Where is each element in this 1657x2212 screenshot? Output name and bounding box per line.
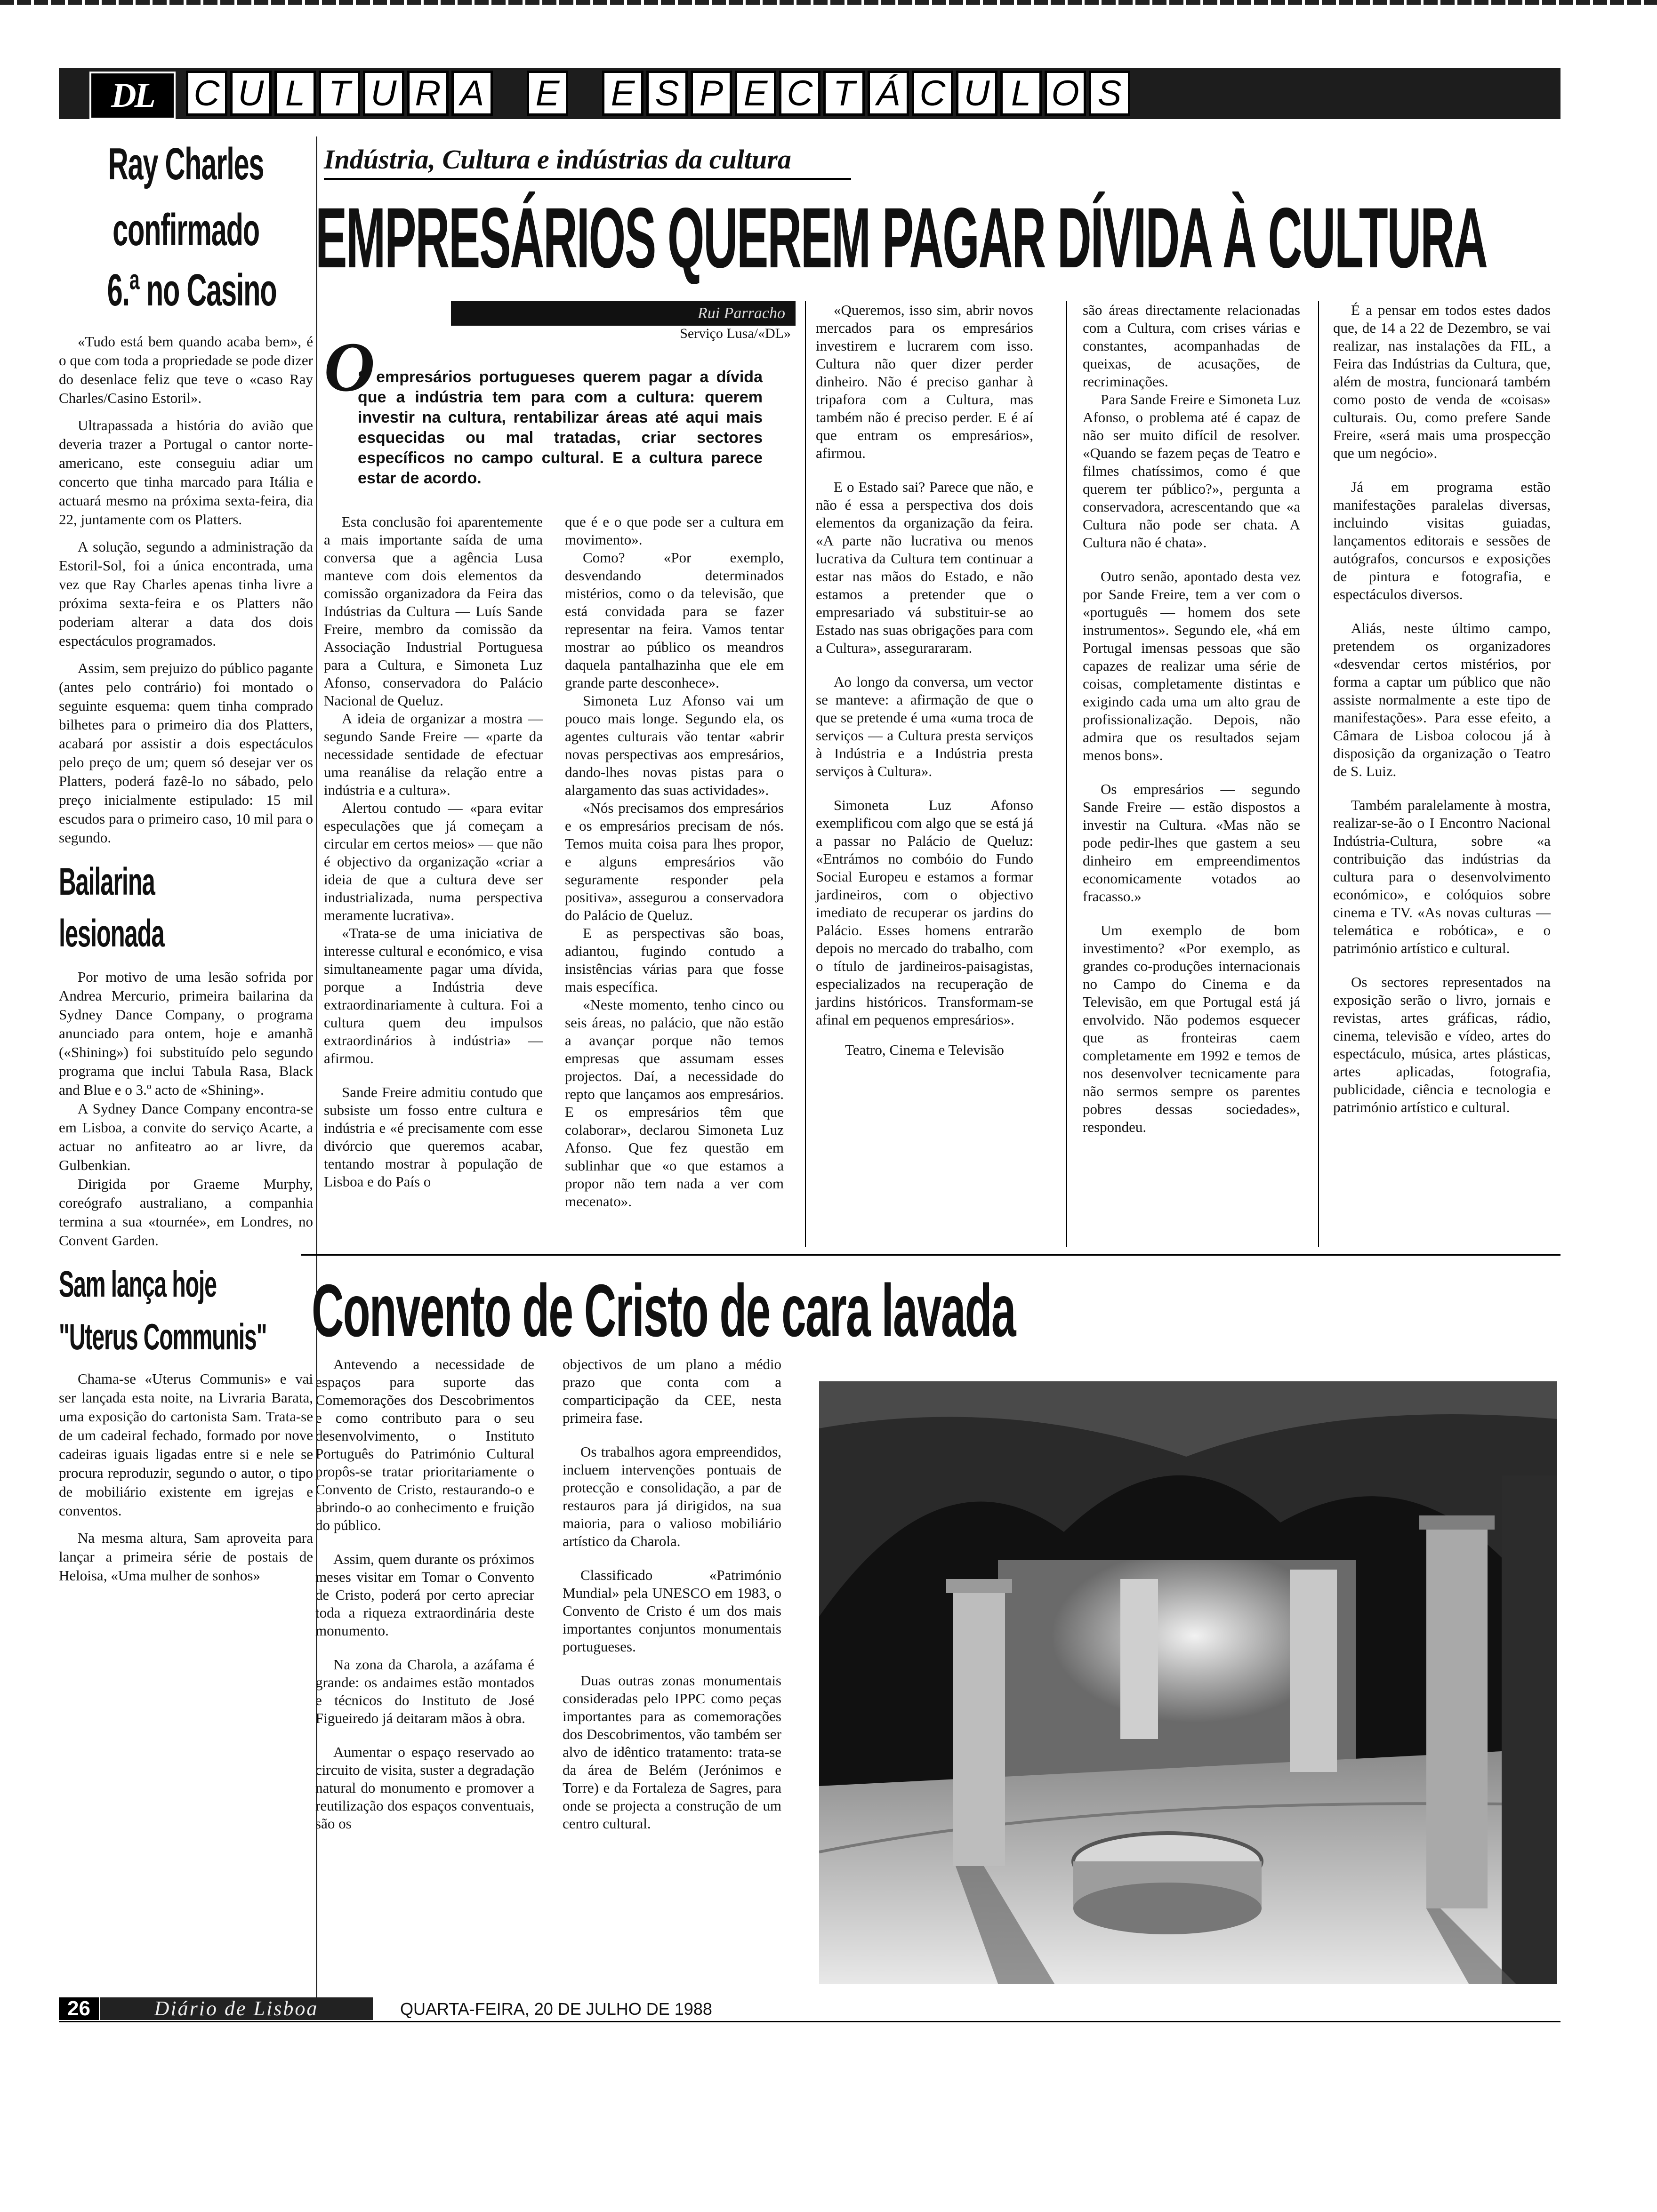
paragraph: A ideia de organizar a mostra — segundo Sande Freire — «parte da necessidade sentidade de efectuar uma reanálise da relação entre a indústria e a cultura». (324, 710, 543, 798)
paragraph: E o Estado sai? Parece que não, e não é essa a perspectiva dos dois elementos da organização da feira. «A parte não lucrativa ou menos lucrativa da Cultura tem continuar a estar nas mãos do Estado, e não estamos a pretender que o empresariado vá substituir-se ao Estado nas suas obrigações para com a Cultura», assegurararam. (816, 479, 1033, 656)
paragraph: objectivos de um plano a médio prazo que conta com a comparticipação da CEE, nesta primeira fase. (563, 1356, 781, 1426)
headline-line: 6.ª no Casino (107, 265, 277, 315)
paragraph: «Queremos, isso sim, abrir novos mercados para os empresários investirem e lucrarem com isso. Cultura não quer dizer perder dinheiro. Não é preciso ganhar à tripafora com a Cultura, mas também não é preciso perder. E é aí que entram os empresários», afirmou. (816, 302, 1033, 461)
top-rule (0, 0, 1657, 5)
section-gap (571, 71, 599, 118)
section-title (186, 71, 1130, 118)
paragraph: «Nós precisamos dos empresários e os empresários precisam de nós. Temos muita coisa para lhes propor, e alguns empresários vão seguramente responder pela positiva», assegurou a conservadora do Palácio de Queluz. (565, 800, 784, 923)
section-letter: C (779, 71, 820, 116)
section-letter: C (912, 71, 953, 116)
footer-rule (59, 2021, 1560, 2022)
paragraph: Chama-se «Uterus Communis» e vai ser lançada esta noite, na Livraria Barata, uma exposição do cartonista Sam. Trata-se de um cadeiral fechado, formado por nove cadeiras iguais ligadas entre si e nele se procura reproduzir, segundo o autor, o tipo de mobiliário existente em igrejas e conventos. (59, 1370, 313, 1519)
page-number: 26 (59, 1997, 99, 2020)
paragraph: Esta conclusão foi aparentemente a mais importante saída de uma conversa que a agência Lusa manteve com dois elementos da comissão organizadora da Feira das Indústrias da Cultura — Luís Sande Freire, membro da comissão da Associação Industrial Portuguesa para a Cultura, e Simoneta Luz Afonso, conservadora do Palácio Nacional de Queluz. (324, 513, 543, 709)
article-kicker: Indústria, Cultura e indústrias da cultura (324, 144, 851, 180)
bailarina-headline (59, 859, 313, 956)
headline-line: "Uterus Communis" (59, 1316, 267, 1357)
paragraph: Simoneta Luz Afonso vai um pouco mais longe. Segundo ela, os agentes culturais vão tentar «abrir novas perspectivas aos empresários, dando-lhes novas pistas para o alargamento das suas actividades». (565, 692, 784, 798)
section-letter: S (1089, 71, 1130, 116)
column-divider (805, 301, 806, 1247)
article-column-4 (1083, 301, 1300, 1136)
section-letter: S (646, 71, 688, 116)
paragraph: Aumentar o espaço reservado ao circuito de visita, suster a degradação natural do monumento e promover a reutilização dos espaços conventuais, são os (315, 1744, 534, 1832)
byline-author: Rui Parracho (451, 301, 796, 326)
article-separator (301, 1254, 1560, 1256)
section-letter: T (319, 71, 360, 116)
paragraph: Já em programa estão manifestações paralelas diversas, incluindo visitas guiadas, lançamentos editorais e sessões de autógrafos, concursos e exposições de pintura e fotografia, e espectáculos diversos. (1333, 479, 1551, 602)
paragraph: Também paralelamente à mostra, realizar-se-ão o I Encontro Nacional Indústria-Cultura, sobre «a contribuição das indústrias da cultura para o desenvolvimento económico», e colóquios sobre cinema e TV. «As novas culturas — telemática e robótica», e o património artístico e cultural. (1333, 797, 1551, 956)
section-letter: P (691, 71, 732, 116)
article-headline: EMPRESÁRIOS QUEREM PAGAR DÍVIDA À CULTURA (315, 190, 1487, 286)
sam-headline (59, 1262, 313, 1358)
section-letter: T (823, 71, 865, 116)
dl-logo: DL (89, 72, 176, 120)
paragraph: É a pensar em todos estes dados que, de 14 a 22 de Dezembro, se vai realizar, nas instalações da FIL, a Feira das Indústrias da Cultura, que, além de mostra, funcionará também como posto de venda de «coisas» culturais. Ou, como prefere Sande Freire, «será mais uma prospecção que um negócio». (1333, 302, 1551, 461)
paragraph: Um exemplo de bom investimento? «Por exemplo, as grandes co-produções internacionais no Campo do Cinema e da Televisão, em que Portugal está já envolvido. Não podemos esquecer que as fronteiras caem completamente em 1992 e temos de nos desenvolver tecnicamente para não sermos sempre os parentes pobres dessas sociedades», respondeu. (1083, 922, 1300, 1135)
paragraph: que é e o que pode ser a cultura em movimento». (565, 513, 784, 548)
convento-headline: Convento de Cristo de cara lavada (312, 1269, 1015, 1352)
paragraph: Na mesma altura, Sam aproveita para lançar a primeira série de postais de Heloisa, «Uma mulher de sonhos» (59, 1530, 313, 1584)
paragraph: «Neste momento, tenho cinco ou seis áreas, no palácio, que não estão a avançar porque não temos empresas que assumam esses projectos. Daí, a necessidade do repto que lançamos aos empresários. E os empresários têm que colaborar», declarou Simoneta Luz Afonso. Que fez questão em sublinhar que «o que estamos a propor não tem nada a ver com mecenato». (565, 996, 784, 1210)
paragraph: Assim, quem durante os próximos meses visitar em Tomar o Convento de Cristo, poderá por certo apreciar toda a riqueza extraordinária deste monumento. (315, 1551, 534, 1639)
article-column-1 (324, 513, 543, 1191)
section-letter: R (407, 71, 449, 116)
paragraph: «Trata-se de uma iniciativa de interesse cultural e económico, e visa simultaneamente pagar uma dívida, porque a Indústria deve extraordinariamente à cultura. Foi a cultura quem deu impulsos extraordinários à indústria» — afirmou. (324, 925, 543, 1066)
paragraph: Dirigida por Graeme Murphy, coreógrafo australiano, a companhia termina a sua «tournée», em Londres, no Convent Garden. (59, 1176, 313, 1249)
section-letter: E (602, 71, 643, 116)
headline-line: lesionada (59, 912, 164, 955)
paragraph: Alertou contudo — «para evitar especulações que já começam a circular em certos meios» — que não é objectivo da organização «criar a ideia de que a cultura deve ser industrializada, numa perspectiva meramente lucrativa». (324, 800, 543, 923)
drop-cap: O (324, 328, 375, 406)
section-letter: A (451, 71, 493, 116)
paragraph: Ultrapassada a história do avião que deveria trazer a Portugal o cantor norte-americano, este conseguiu adiar um concerto que tinha marcado para Itália e actuará mesmo na próxima sexta-feira, dia 22, juntamente com os Platters. (59, 417, 313, 528)
paragraph: A Sydney Dance Company encontra-se em Lisboa, a convite do serviço Acarte, a actuar no anfiteatro ao ar livre, da Gulbenkian. (59, 1100, 313, 1173)
article-column-3 (816, 301, 1033, 1059)
section-letter: O (1045, 71, 1086, 116)
article-lead: S empresários portugueses querem pagar a dívida que a indústria tem para com a cultura: querem investir na cultura, rentabilizar áreas até aqui mais esquecidas ou mal tratadas, criar sectores específicos no campo cultural. E a cultura parece estar de acordo. (358, 368, 763, 487)
convento-column-2 (563, 1355, 781, 1833)
paragraph: Os empresários — segundo Sande Freire — estão dispostos a investir na Cultura. «Mas não se pode pedir-lhes que gastem a seu dinheiro em empreendimentos economicamente votados ao fracasso.» (1083, 781, 1300, 905)
cloister-illustration (819, 1381, 1557, 1984)
paragraph: «Tudo está bem quando acaba bem», é o que com toda a propriedade se pode dizer do desenlace feliz que teve o «caso Ray Charles/Casino Estoril». (59, 333, 313, 406)
paragraph: Os trabalhos agora empreendidos, incluem intervenções pontuais de protecção e consolidação, a par de restauros para já dirigidos, na sua maioria, para o valioso mobiliário artístico da Charola. (563, 1443, 781, 1549)
paragraph: A solução, segundo a administração da Estoril-Sol, foi a única encontrada, uma vez que Ray Charles apenas tinha livre a próxima sexta-feira e os Platters não poderiam alterar a data dos dois espectáculos programados. (59, 538, 313, 649)
column-subhead: Teatro, Cinema e Televisão (845, 1042, 1004, 1058)
headline-line: confirmado (113, 205, 259, 255)
paragraph: Por motivo de uma lesão sofrida por Andrea Mercurio, primeira bailarina da Sydney Dance Company, o programa anunciado para ontem, hoje e amanhã («Shining») foi substituído pelo segundo programa que inclui Tabula Rasa, Black and Blue e o 3.º acto de «Shining». (59, 969, 313, 1098)
convento-column-1 (315, 1355, 534, 1833)
section-letter: E (735, 71, 776, 116)
paragraph: Ao longo da conversa, um vector se manteve: a afirmação de que o que se pretende é uma «uma troca de serviços — a Cultura presta serviços à Indústria e a Indústria presta serviços à Cultura». (816, 673, 1033, 779)
paragraph: Para Sande Freire e Simoneta Luz Afonso, o problema até é capaz de não ser muito difícil de resolver. «Quando se fazem peças de Teatro e filmes chatíssimos, como é que querem ter público?», pergunta a conservadora, acrescentando que «a Cultura não pode ser chata. A Cultura não é chata». (1083, 391, 1300, 551)
section-gap (496, 71, 524, 118)
paragraph: Assim, sem prejuizo do público pagante (antes pelo contrário) foi montado o seguinte esquema: quem tinha comprado bilhetes para o primeiro dia dos Platters, acabará por assistir a dois espectáculos pelo preço de um; quem só desejar ver os Platters, poderá fazê-lo no sábado, pelo preço inicialmente estipulado: 15 mil escudos para o primeiro caso, 10 mil para o segundo. (59, 660, 313, 846)
paragraph: Duas outras zonas monumentais consideradas pelo IPPC como peças importantes para as comemorações dos Descobrimentos, vão também ser alvo de idêntico tratamento: trata-se da área de Belém (Jerónimos e Torre) e da Fortaleza de Sagres, para onde se projecta a construção de um centro cultural. (563, 1672, 781, 1832)
section-letter: L (1000, 71, 1042, 116)
column-divider (1066, 301, 1067, 1247)
headline-line: Ray Charles (108, 139, 264, 189)
section-letter: E (527, 71, 568, 116)
section-letter: C (186, 71, 227, 116)
section-letter: U (956, 71, 997, 116)
section-letter: L (274, 71, 316, 116)
convento-photo (819, 1381, 1557, 1984)
ray-charles-headline (59, 136, 313, 318)
paragraph: são áreas directamente relacionadas com a Cultura, com crises várias e constantes, acompanhadas de queixas, de acusações, de recriminações. (1083, 302, 1300, 390)
headline-line: Sam lança hoje (59, 1263, 217, 1305)
paragraph: Os sectores representados na exposição serão o livro, jornais e revistas, artes gráficas, rádio, cinema, televisão e vídeo, artes do espectáculo, música, artes plásticas, artes aplicadas, fotografia, publicidade, ciência e tecnologia e património artístico e cultural. (1333, 974, 1551, 1115)
section-letter: U (363, 71, 404, 116)
paragraph: Simoneta Luz Afonso exemplificou com algo que se está já a passar no Palácio de Queluz: «Entrámos no combóio do Fundo Social Europeu e estamos a formar jardineiros, com o objectivo imediato de recuperar os jardins do Palácio. Esses homens entrarão depois no mercado do trabalho, com o título de jardineiros-paisagistas, especializados na recuperação de jardins históricos. Transformam-se afinal em pequenos empresários». (816, 797, 1033, 1028)
section-letter: U (230, 71, 272, 116)
article-column-2 (565, 513, 784, 1210)
paragraph: Aliás, neste último campo, pretendem os organizadores «desvendar certos mistérios, por forma a captar um público que não assiste normalmente a este tipo de manifestações». Para esse efeito, a Câmara de Lisboa colocou já à disposição da organização o Teatro de S. Luiz. (1333, 620, 1551, 779)
paragraph: E as perspectivas são boas, adiantou, fugindo contudo a insistências várias para que fosse mais específica. (565, 925, 784, 995)
byline-agency: Serviço Lusa/«DL» (680, 326, 791, 341)
issue-date: QUARTA-FEIRA, 20 DE JULHO DE 1988 (400, 1999, 712, 2019)
headline-line: Bailarina (59, 860, 155, 903)
paragraph: Outro senão, apontado desta vez por Sande Freire, tem a ver com o «português — homem dos sete instrumentos». Segundo ele, «há em Portugal imensas pessoas que são capazes de realizar uma série de coisas, completamente distintas e exigindo cada uma um alto grau de profissionalização. Depois, não admira que os resultados sejam menos bons». (1083, 568, 1300, 763)
column-divider (1318, 301, 1319, 1247)
left-column (59, 136, 313, 1585)
newspaper-name: Diário de Lisboa (100, 1997, 373, 2020)
paragraph: Como? «Por exemplo, desvendando determinados mistérios, como o da televisão, que está convidada para se fazer representar na feira. Vamos tentar mostrar ao público os meandros daquela pantalhazinha que ele em grande parte desconhece». (565, 549, 784, 691)
paragraph: Antevendo a necessidade de espaços para suporte das Comemorações dos Descobrimentos e como contributo para o seu desenvolvimento, o Instituto Português do Património Cultural propôs-se tratar prioritariamente o Convento de Cristo, restaurando-o e abrindo-o ao conhecimento e fruição do público. (315, 1356, 534, 1533)
paragraph: Classificado «Património Mundial» pela UNESCO em 1983, o Convento de Cristo é um dos mais importantes conjuntos monumentais portugueses. (563, 1567, 781, 1655)
paragraph: Na zona da Charola, a azáfama é grande: os andaimes estão montados e técnicos do Instituto de José Figueiredo já deitaram mãos à obra. (315, 1656, 534, 1726)
section-letter: Á (868, 71, 909, 116)
paragraph: Sande Freire admitiu contudo que subsiste um fosso entre cultura e indústria e «é precisamente com esse divórcio que queremos acabar, tentando mostrar à população de Lisboa e do País o (324, 1084, 543, 1190)
article-column-5 (1333, 301, 1551, 1116)
